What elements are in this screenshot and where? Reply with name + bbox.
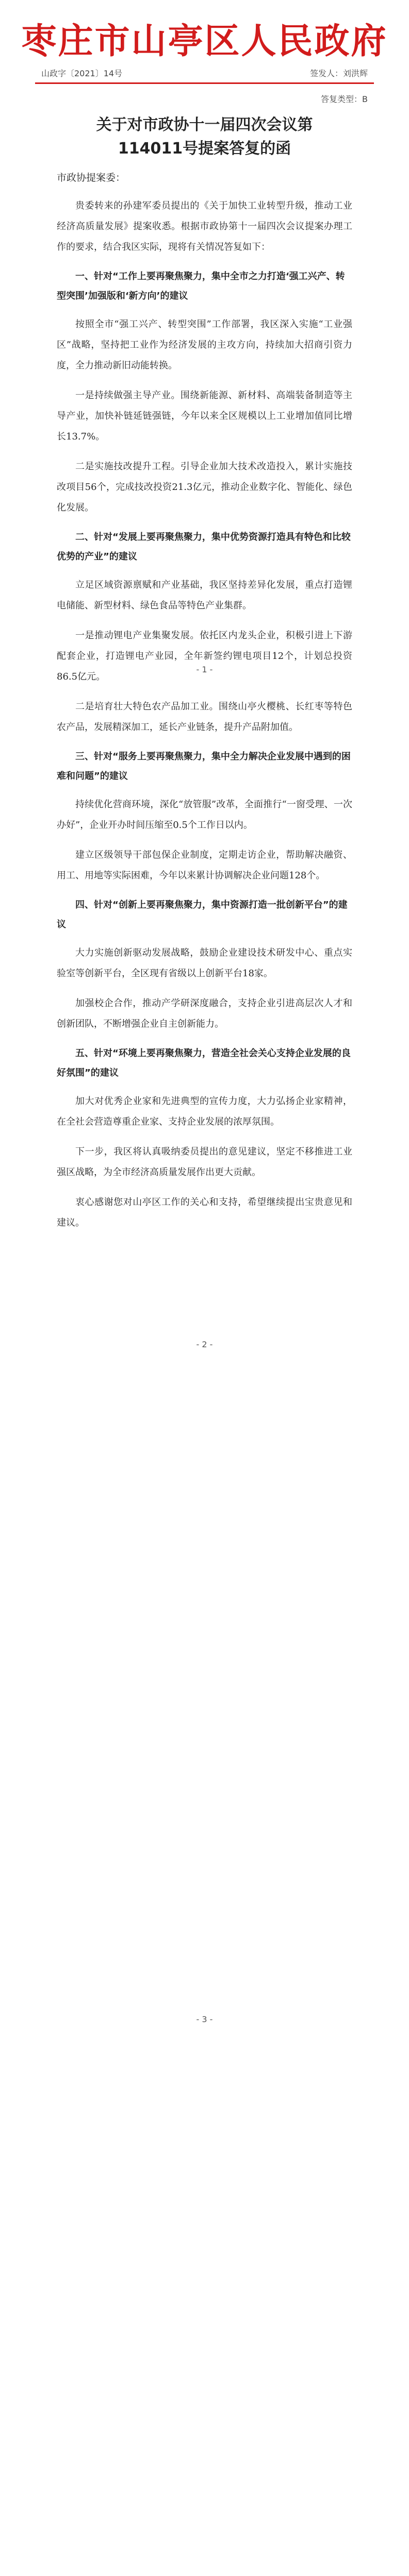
body-paragraph: 立足区域资源禀赋和产业基础，我区坚持差异化发展，重点打造锂电储能、新型材料、绿色食品等特色产业集群。	[57, 580, 352, 611]
body-paragraph: 二是培育壮大特色农产品加工业。围绕山亭火樱桃、长红枣等特色农产品，发展精深加工，延长产业链条，提升产品附加值。	[57, 701, 352, 733]
masthead	[0, 21, 409, 62]
doc-number: 山政字〔2021〕14号	[41, 69, 123, 78]
body-paragraph: 一是推动锂电产业集聚发展。依托区内龙头企业，积极引进上下游配套企业，打造锂电产业园，全年新签约锂电项目12个，计划总投资86.5亿元。	[57, 630, 352, 682]
body-paragraph: 按照全市“强工兴产、转型突围”工作部署，我区深入实施“工业强区”战略，坚持把工业作为经济发展的主攻方向，持续加大招商引资力度，全力推动新旧动能转换。	[57, 319, 352, 371]
page-number: - 2 -	[196, 1340, 213, 1349]
section-heading: 五、针对“环境上要再聚焦聚力，营造全社会关心支持企业发展的良好氛围”的建议	[57, 1048, 351, 1078]
doc-meta-line	[41, 67, 368, 77]
document-body	[57, 196, 352, 1243]
body-paragraph: 持续优化营商环境，深化“放管服”改革，全面推行“一窗受理、一次办好”，企业开办时间压缩至0.5个工作日以内。	[57, 799, 352, 831]
body-paragraph: 二是实施技改提升工程。引导企业加大技术改造投入，累计实施技改项目56个，完成技改投资21.3亿元，推动企业数字化、智能化、绿色化发展。	[57, 461, 352, 513]
body-paragraph: 建立区级领导干部包保企业制度，定期走访企业，帮助解决融资、用工、用地等实际困难，今年以来累计协调解决企业问题128个。	[57, 850, 352, 881]
section-heading: 二、针对“发展上要再聚焦聚力，集中优势资源打造具有特色和比较优势的产业”的建议	[57, 532, 351, 562]
body-paragraph: 加大对优秀企业家和先进典型的宣传力度，大力弘扬企业家精神，在全社会营造尊重企业家、支持企业发展的浓厚氛围。	[57, 1096, 352, 1127]
page-number: - 1 -	[196, 665, 213, 674]
government-title: 枣庄市山亭区人民政府	[21, 21, 388, 62]
addressee: 市政协提案委：	[57, 172, 126, 183]
section-heading: 三、针对“服务上要再聚焦聚力，集中全力解决企业发展中遇到的困难和问题”的建议	[57, 751, 351, 782]
intro-paragraph: 贵委转来的孙建军委员提出的《关于加快工业转型升级，推动工业经济高质量发展》提案收悉。根据市政协第十一届四次会议提案办理工作的要求，结合我区实际，现将有关情况答复如下：	[57, 200, 352, 252]
body-paragraph: 衷心感谢您对山亭区工作的关心和支持，希望继续提出宝贵意见和建议。	[57, 1197, 352, 1228]
document-title: 关于对市政协十一届四次会议第114011号提案答复的函	[96, 116, 313, 158]
body-paragraph: 一是持续做强主导产业。围绕新能源、新材料、高端装备制造等主导产业，加快补链延链强链，今年以来全区规模以上工业增加值同比增长13.7%。	[57, 390, 352, 442]
reply-type: 答复类型：B	[321, 94, 368, 104]
signer: 签发人：刘洪辉	[309, 69, 368, 78]
body-paragraph: 大力实施创新驱动发展战略，鼓励企业建设技术研发中心、重点实验室等创新平台，全区现有省级以上创新平台18家。	[57, 947, 352, 979]
body-paragraph: 下一步，我区将认真吸纳委员提出的意见建议，坚定不移推进工业强区战略，为全市经济高质量发展作出更大贡献。	[57, 1146, 352, 1178]
section-heading: 一、针对“工作上要再聚焦聚力，集中全市之力打造‘强工兴产、转型突围’加强版和‘新方向’的建议	[57, 271, 345, 301]
section-heading: 四、针对“创新上要再聚焦聚力，集中资源打造一批创新平台”的建议	[57, 900, 348, 930]
red-divider	[35, 82, 374, 84]
body-paragraph: 加强校企合作，推动产学研深度融合，支持企业引进高层次人才和创新团队，不断增强企业自主创新能力。	[57, 998, 352, 1029]
page-number: - 3 -	[196, 2014, 213, 2024]
